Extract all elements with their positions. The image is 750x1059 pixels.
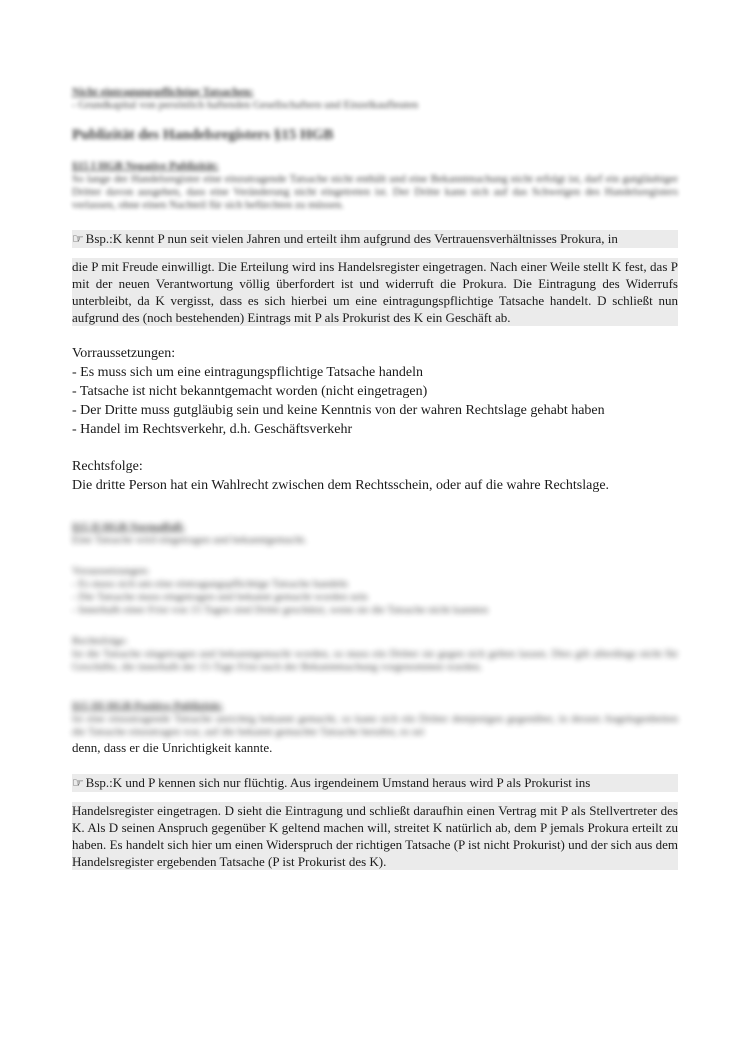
requirements-section <box>72 344 678 439</box>
normal-case-heading: §15 II HGB Normalfall: <box>72 521 185 533</box>
top-line: - Grundkapital von persönlich haftenden Gesellschaftern und Einzelkaufleuten <box>72 99 419 111</box>
requirement-item: - Der Dritte muss gutgläubig sein und keine Kenntnis von der wahren Rechtslage gehabt haben <box>72 403 605 418</box>
pointing-hand-icon: ☞ <box>72 776 84 791</box>
example-1-first-text: K kennt P nun seit vielen Jahren und erteilt ihm aufgrund des Vertrauensverhältnisses Prokura, in <box>112 231 618 246</box>
example-2-first-text: K und P kennen sich nur flüchtig. Aus irgendeinem Umstand heraus wird P als Prokurist ins <box>112 775 591 790</box>
example-1-first-line <box>72 230 678 248</box>
requirement-item: - Handel im Rechtsverkehr, d.h. Geschäftsverkehr <box>72 422 353 437</box>
normal-case-consequence-text: Ist die Tatsache eingetragen und bekanntgemacht worden, so muss ein Dritter sie gegen sich gelten lassen. Dies gilt allerdings nicht für Geschäfte, die innerhalb der 15-Tage Frist nach der Bekanntmachung vorgenommen wurden. <box>72 648 678 673</box>
normal-case-requirement: - Es muss sich um eine eintragungspflichtige Tatsache handeln <box>72 578 348 590</box>
positive-publicity-section <box>72 700 678 756</box>
normal-case-requirement: - Innerhalb einer Frist von 15 Tagen sind Dritte geschützt, wenn sie die Tatsache nicht kannten <box>72 604 488 616</box>
section-title: Publizität des Handelsregisters §15 HGB <box>72 127 334 143</box>
pointing-hand-icon: ☞ <box>72 232 84 247</box>
consequence-section <box>72 457 678 495</box>
positive-publicity-blurred <box>72 700 678 739</box>
example-1 <box>72 230 678 326</box>
top-heading: Nicht eintragungspflichtige Tatsachen: <box>72 86 254 98</box>
example-2-label: Bsp.: <box>85 775 113 790</box>
positive-publicity-text: Ist eine einzutragende Tatsache unrichtig bekannt gemacht, so kann sich ein Dritter demjenigen gegenüber, in dessen Angelegenheiten die Tatsache einzutragen war, auf die bekannt gemachte Tatsache berufen, es sei <box>72 713 678 738</box>
normal-case-requirements-heading: Voraussetzungen: <box>72 565 150 577</box>
example-2 <box>72 774 678 870</box>
negative-publicity-heading: §15 I HGB Negative Publizität: <box>72 160 219 172</box>
document-page <box>72 86 678 870</box>
normal-case-requirement: - Die Tatsache muss eingetragen und bekannt gemacht worden sein <box>72 591 368 603</box>
requirement-item: - Tatsache ist nicht bekanntgemacht worden (nicht eingetragen) <box>72 384 428 399</box>
normal-case-section <box>72 521 678 674</box>
positive-publicity-heading: §15 III HGB Positive Publizität: <box>72 700 223 712</box>
negative-publicity-section <box>72 160 678 212</box>
requirements-heading: Vorraussetzungen: <box>72 346 176 361</box>
consequence-heading: Rechtsfolge: <box>72 459 143 474</box>
example-1-label: Bsp.: <box>85 231 113 246</box>
requirement-item: - Es muss sich um eine eintragungspflichtige Tatsache handeln <box>72 365 424 380</box>
example-2-text: Handelsregister eingetragen. D sieht die Eintragung und schließt daraufhin einen Vertrag mit P als Stellvertreter des K. Als D seinen Anspruch gegenüber K geltend machen will, streitet K natürlich ab, dem P jemals Prokura erteilt zu haben. Es handelt sich hier um einen Widerspruch der richtigen Tatsache (P ist nicht Prokurist) und der sich aus dem Handelsregister ergebenden Tatsache (P ist Prokurist des K). <box>72 803 678 869</box>
top-section <box>72 86 678 112</box>
consequence-text: Die dritte Person hat ein Wahlrecht zwischen dem Rechtsschein, oder auf die wahre Rechtslage. <box>72 478 610 493</box>
normal-case-consequence-heading: Rechtsfolge: <box>72 635 128 647</box>
example-1-text: die P mit Freude einwilligt. Die Erteilung wird ins Handelsregister eingetragen. Nach einer Weile stellt K fest, das P mit der neuen Verantwortung völlig überfordert ist und widerruft die Prokura. Die Eintragung des Widerrufs unterbleibt, da K vergisst, dass es sich hierbei um eine eintragungspflichtige Tatsache handelt. D schließt nun aufgrund des (noch bestehenden) Eintrags mit P als Prokurist des K ein Geschäft ab. <box>72 259 678 325</box>
positive-publicity-tail: denn, dass er die Unrichtigkeit kannte. <box>72 740 273 755</box>
normal-case-text: Eine Tatsache wird eingetragen und bekanntgemacht. <box>72 534 307 546</box>
example-2-first-line <box>72 774 678 792</box>
negative-publicity-text: So lange der Handelsregister eine einzutragende Tatsache nicht enthält und eine Bekanntmachung nicht erfolgt ist, darf ein gutgläubiger Dritter davon ausgehen, dass eine Veränderung nicht eingetreten ist. Der Dritte kann sich auf das Schweigen des Handelsregisters verlassen, ohne einen Nachteil für sich befürchten zu müssen. <box>72 173 678 211</box>
